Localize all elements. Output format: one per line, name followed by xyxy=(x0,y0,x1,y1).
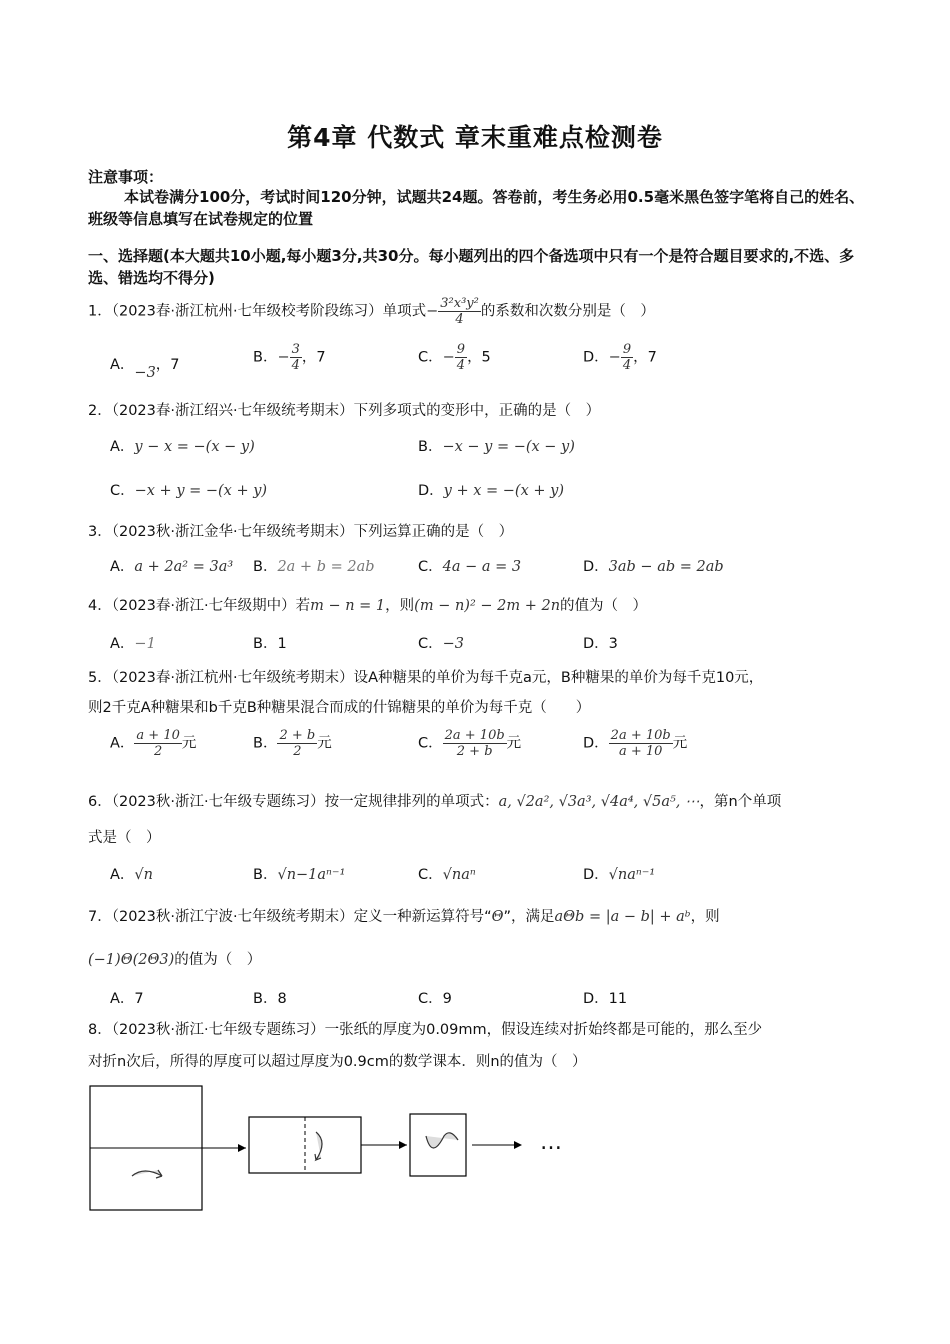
q4-option-c[interactable]: C．−3 xyxy=(418,636,464,652)
q6-option-a[interactable]: A．√n xyxy=(110,867,153,883)
q1-expression: $\frac{\text{3²x³y²}}{4}$ xyxy=(440,296,479,327)
arrow-head-1 xyxy=(238,1144,246,1152)
question-7: 7．（2023秋·浙江宁波·七年级统考期末）定义一种新运算符号“Θ”，满足aΘb = |a − b| + aᵇ，则 xyxy=(88,909,720,925)
notice-body: 本试卷满分100分，考试时间120分钟，试题共24题。答卷前，考生务必用0.5毫米黑色签字笔将自己的姓名、班级等信息填写在试卷规定的位置 xyxy=(88,188,865,228)
q6-option-d[interactable]: D．√naⁿ⁻¹ xyxy=(583,867,656,883)
fold-arrow-icon-2 xyxy=(315,1132,322,1160)
question-7-line-2: (−1)Θ(2Θ3)的值为（ ） xyxy=(88,952,262,968)
q3-option-a[interactable]: A．a + 2a² = 3a³ xyxy=(110,559,234,575)
q7-symbol: Θ xyxy=(491,909,504,925)
question-3: 3．（2023秋·浙江金华·七年级统考期末）下列运算正确的是（ ） xyxy=(88,524,514,540)
question-6-line-2: 式是（ ） xyxy=(88,830,161,846)
q4-expression: (m − n)² − 2m + 2n xyxy=(414,598,561,614)
q7-option-b[interactable]: B．8 xyxy=(253,991,287,1007)
q1-option-b[interactable]: B．− $\frac{3}{4}$ ，7 xyxy=(253,342,326,373)
diagram-ellipsis: … xyxy=(540,1130,562,1155)
question-5-line-1: 5．（2023春·浙江杭州·七年级统考期末）设A种糖果的单价为每千克a元，B种糖果的单价为每千克10元， xyxy=(88,670,764,686)
q7-option-a[interactable]: A．7 xyxy=(110,991,144,1007)
q2-option-b[interactable]: B．−x − y = −(x − y) xyxy=(418,439,575,455)
notice-heading: 注意事项： xyxy=(88,168,164,186)
q5-option-c[interactable]: C． $\frac{2a + 10b}{2 + b}$ 元 xyxy=(418,728,522,759)
q5-option-d[interactable]: D． $\frac{2a + 10b}{a + 10}$ 元 xyxy=(583,728,688,759)
fold-arrow-icon xyxy=(132,1170,162,1178)
q1-stem-start: 1．（2023春·浙江杭州·七年级校考阶段练习）单项式 xyxy=(88,303,427,320)
section-heading: 一、选择题(本大题共10小题,每小题3分,共30分。每小题列出的四个备选项中只有一个是符合题目要求的,不选、多选、错选均不得分) xyxy=(88,247,855,287)
q2-option-d[interactable]: D．y + x = −(x + y) xyxy=(418,483,564,499)
q5-option-a[interactable]: A． $\frac{a + 10}{2}$ 元 xyxy=(110,728,197,759)
q1-stem-end: 的系数和次数分别是（ ） xyxy=(480,303,655,320)
q7-option-d[interactable]: D．11 xyxy=(583,991,628,1007)
q2-option-a[interactable]: A．y − x = −(x − y) xyxy=(110,439,255,455)
q6-option-c[interactable]: C．√naⁿ xyxy=(418,867,476,883)
q2-option-c[interactable]: C．−x + y = −(x + y) xyxy=(110,483,268,499)
page-title: 第4章 代数式 章末重难点检测卷 xyxy=(287,123,663,152)
q5-option-b[interactable]: B． $\frac{2 + b}{2}$ 元 xyxy=(253,728,332,759)
question-4: 4．（2023春·浙江·七年级期中）若m − n = 1，则(m − n)² − 2m + 2n的值为（ ） xyxy=(88,598,648,614)
arrow-head-2 xyxy=(399,1141,407,1149)
q3-option-c[interactable]: C．4a − a = 3 xyxy=(418,559,522,575)
q7-option-c[interactable]: C．9 xyxy=(418,991,452,1007)
question-1: 1．（2023春·浙江杭州·七年级校考阶段练习）单项式− $\frac{\text{3²x³y²}}{4}$ 的系数和次数分别是（ ） xyxy=(88,296,655,327)
q1-option-d[interactable]: D．− $\frac{9}{4}$ ，7 xyxy=(583,342,657,373)
q6-sequence: a, √2a², √3a³, √4a⁴, √5a⁵, ⋯ xyxy=(498,794,700,810)
q4-option-b[interactable]: B．1 xyxy=(253,636,287,652)
q1-option-c[interactable]: C．− $\frac{9}{4}$ ，5 xyxy=(418,342,491,373)
question-2: 2．（2023春·浙江绍兴·七年级统考期末）下列多项式的变形中，正确的是（ ） xyxy=(88,403,601,419)
q4-option-d[interactable]: D．3 xyxy=(583,636,618,652)
q4-option-a[interactable]: A．−1 xyxy=(110,636,156,652)
question-5-line-2: 则2千克A种糖果和b千克B种糖果混合而成的什锦糖果的单价为每千克（ ） xyxy=(88,700,591,716)
question-8-line-2: 对折n次后，所得的厚度可以超过厚度为0.9cm的数学课本．则n的值为（ ） xyxy=(88,1054,587,1070)
question-6: 6．（2023秋·浙江·七年级专题练习）按一定规律排列的单项式：a, √2a², √3a³, √4a⁴, √5a⁵, ⋯，第n个单项 xyxy=(88,794,782,810)
paper-folding-diagram xyxy=(88,1084,588,1214)
question-8-line-1: 8．（2023秋·浙江·七年级专题练习）一张纸的厚度为0.09mm，假设连续对折始终都是可能的，那么至少 xyxy=(88,1022,763,1038)
q3-option-d[interactable]: D．3ab − ab = 2ab xyxy=(583,559,724,575)
q3-option-b[interactable]: B．2a + b = 2ab xyxy=(253,559,375,575)
q7-expression: (−1)Θ(2Θ3) xyxy=(88,952,175,968)
q1-option-a[interactable]: A．−3，7 xyxy=(110,357,180,381)
fold-arrow-icon-3 xyxy=(426,1133,458,1148)
arrow-head-3 xyxy=(514,1141,522,1149)
q4-condition: m − n = 1 xyxy=(310,598,386,614)
q6-option-b[interactable]: B．√n−1aⁿ⁻¹ xyxy=(253,867,346,883)
q7-definition: aΘb = |a − b| + aᵇ xyxy=(554,909,691,925)
